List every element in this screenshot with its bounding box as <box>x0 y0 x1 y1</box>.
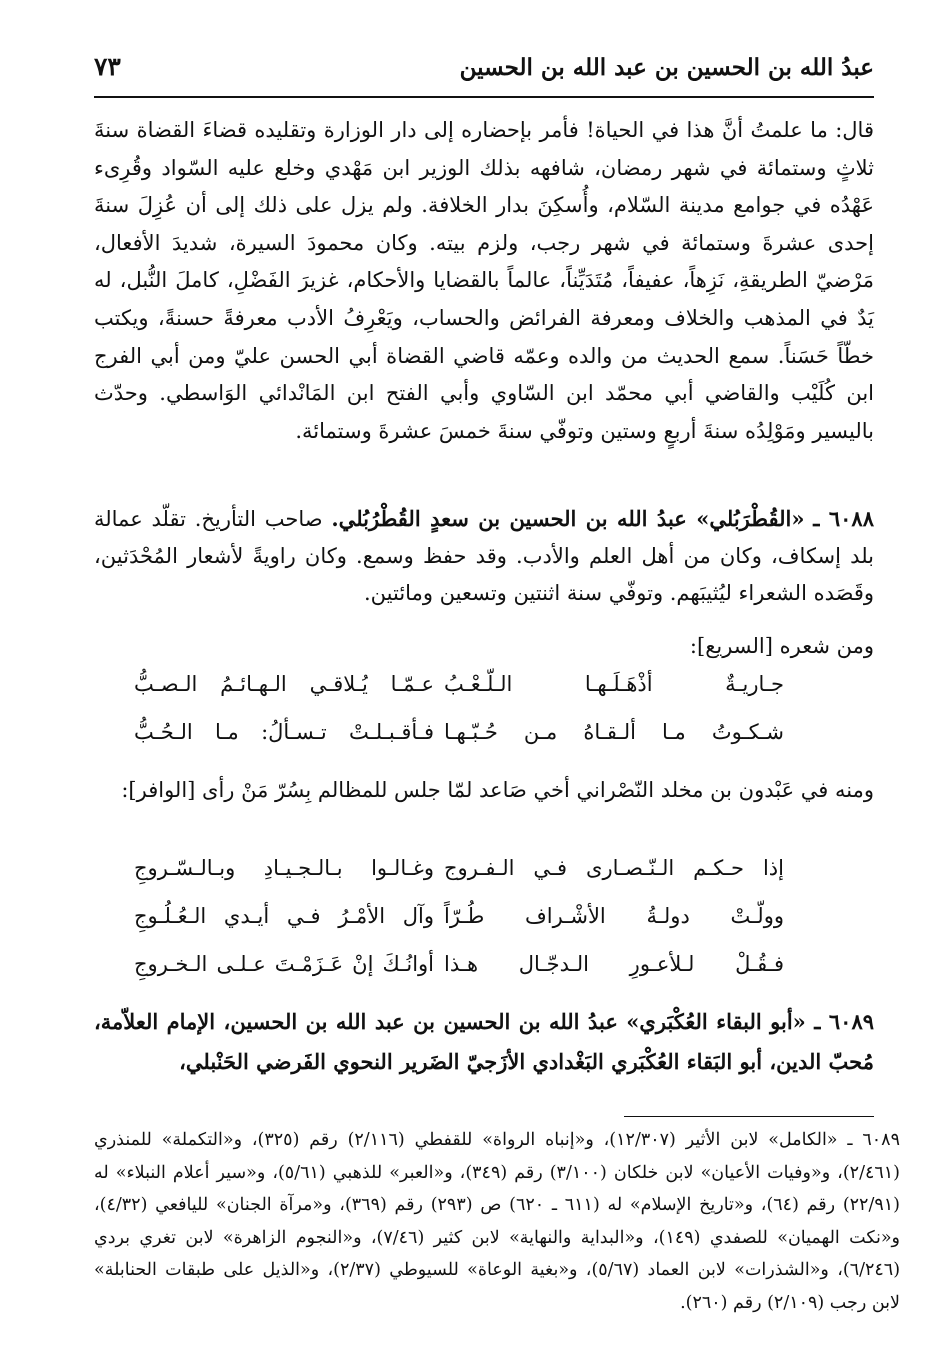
verse-line <box>94 856 874 894</box>
entry-paragraph: ومنه في عَبْدون بن مخلد النّصْراني أخي صَاعد لمّا جلس للمظالم بِسُرّ مَنْ رأى [الوافر]: <box>121 778 874 802</box>
entry-number: ٦٠٨٨ ـ <box>813 506 874 531</box>
entry-heading: «أبو البقاء العُكْبَري» عبدُ الله بن الحسين بن عبد الله بن الحسين، الإمام العلاّمة، مُحبّ الدين، أبو البَقاء العُكْبَري البَغْدادي الأزَجيّ الضَرير النحوي الفَرضي الحَنْبلي، <box>94 1009 874 1074</box>
verse-hemistich-second: أوانُـكَ إنْ عَـزَمْـتَ عـلـى الـخـروجِ <box>134 952 434 976</box>
paragraph: قال: ما علمتُ أنَّ هذا في الحياة! فأمر بإحضاره إلى دار الوزارة وتقليده قضاءَ القضاة سنةَ ثلاثٍ وستمائة في شهر رمضان، شافهه بذلك الوزير ابن مَهْدي وخلع عليه السّواد وقُرِىء عَهْدُه في جوامع مدينة السّلام، وأُسكِنَ بدار الخلافة. ولم يزل على ذلك إلى أن عُزِلَ سنةَ إحدى عشرةَ وستمائة في شهر رجب، ولزم بيته. وكان محمودَ السيرة، شديدَ الأفعال، مَرْضيّ الطريقةِ، نَزِهاً، عفيفاً، مُتَدَيِّناً، عالماً بالقضايا والأحكام، غزيرَ الفَضْلِ، كاملَ النُّبل، له يَدٌ في المذهب والخلاف ومعرفة الفرائض والحساب، ويَعْرِفُ الأدب معرفةً حسنةً، ويكتب خطّاً حَسَناً. سمع الحديث من والده وعمّه قاضي القضاة أبي الحسن عليّ ومن أبي الفرج ابن كُلَيْب والقاضي أبي محمّد ابن السّاوي وأبي الفتح ابن المَانْدائي الوَاسطي. وحدّث باليسير ومَوْلِدُه سنةَ أربعٍ وستين وتوفّي سنةَ خمسَ عشرةَ وستمائة. <box>94 118 874 443</box>
verse-hemistich-second: عـمّـا يُـلاقـي الـهـائـمُ الـصـبُّ <box>134 672 434 696</box>
poem-intro: ومن شعره [السريع]: <box>689 634 874 658</box>
biography-entry-6089 <box>94 1002 874 1082</box>
verse-line <box>94 904 874 942</box>
running-title: عبدُ الله بن الحسين بن عبد الله بن الحسين <box>459 54 874 81</box>
verse-hemistich-first: شـكـوتُ مـا ألـقـاهُ مـن حُـبّـهـا <box>444 720 784 744</box>
poem-intro-2 <box>94 772 874 809</box>
verse-hemistich-first: إذا حـكـم الـنّـصـارى فـي الـفـروج <box>444 856 784 880</box>
verse-hemistich-second: فـأقـبـلـتْ تـسـألُ: مـا الـحُـبُّ <box>134 720 434 744</box>
page-number: ٧٣ <box>94 52 121 81</box>
main-text <box>94 112 874 450</box>
biography-entry-6088 <box>94 500 874 612</box>
verse-hemistich-first: فـقُـلْ لـلأعـورِ الـدجّـال هـذا <box>444 952 784 976</box>
verse-hemistich-second: وآل الأمْـرُ فـي أيـدي الـعُـلُـوجِ <box>134 904 434 928</box>
entry-number: ٦٠٨٩ ـ <box>814 1009 875 1034</box>
verse-hemistich-second: وغـالـوا بـالـجـيـادِ وبـالـسّـروجِ <box>134 856 434 880</box>
verse-line <box>94 952 874 990</box>
entry-heading: «القُطْرَبُلي» عبدُ الله بن الحسين بن سعدٍ القُطْرُبُلي. <box>331 506 805 531</box>
verse-hemistich-first: جـاريـةٌ أذْهَـلَـهـا الـلّـعْـبُ <box>444 672 784 696</box>
verse-hemistich-first: وولّـتْ دولـةُ الأشْـراف طُـرّاً <box>444 904 784 928</box>
footnote: ٦٠٨٩ ـ «الكامل» لابن الأثير (١٢/٣٠٧)، و«إنباه الرواة» للقفطي (٢/١١٦) رقم (٣٢٥)، و«التكملة» للمنذري (٢/٤٦١)، و«وفيات الأعيان» لابن خلكان (٣/١٠٠) رقم (٣٤٩)، و«العبر» للذهبي (٥/٦١)، و«سير أعلام النبلاء» له (٢٢/٩١) رقم (٦٤)، و«تاريخ الإسلام» له (٦١١ ـ ٦٢٠) ص (٢٩٣) رقم (٣٦٩)، و«مرآة الجنان» لليافعي (٤/٣٢)، و«نكت الهميان» للصفدي (١٤٩)، و«البداية والنهاية» لابن كثير (٧/٤٦)، و«النجوم الزاهرة» لابن تغري بردي (٦/٢٤٦)، و«الشذرات» لابن العماد (٥/٦٧)، و«بغية الوعاة» للسيوطي (٢/٣٧)، و«الذيل على طبقات الحنابلة» لابن رجب (٢/١٠٩) رقم (٢٦٠). <box>94 1130 901 1313</box>
footnote-divider <box>624 1116 874 1117</box>
entry-text: صاحب التأريخ. تقلّد عمالة بلد إسكاف، وكان من أهل العلم والأدب. وقد حفظ وسمع. وكان راويةً لأشعار المُحْدَثين، وقَصَده الشعراء ليُثيبَهم. وتوفّي سنة اثنتين وتسعين ومائتين. <box>94 507 874 605</box>
entry-paragraph <box>94 1002 874 1082</box>
verse-line <box>94 720 874 758</box>
entry-paragraph <box>94 500 874 612</box>
page-header <box>94 48 874 98</box>
footnotes <box>94 1124 900 1319</box>
verse-line <box>94 672 874 710</box>
